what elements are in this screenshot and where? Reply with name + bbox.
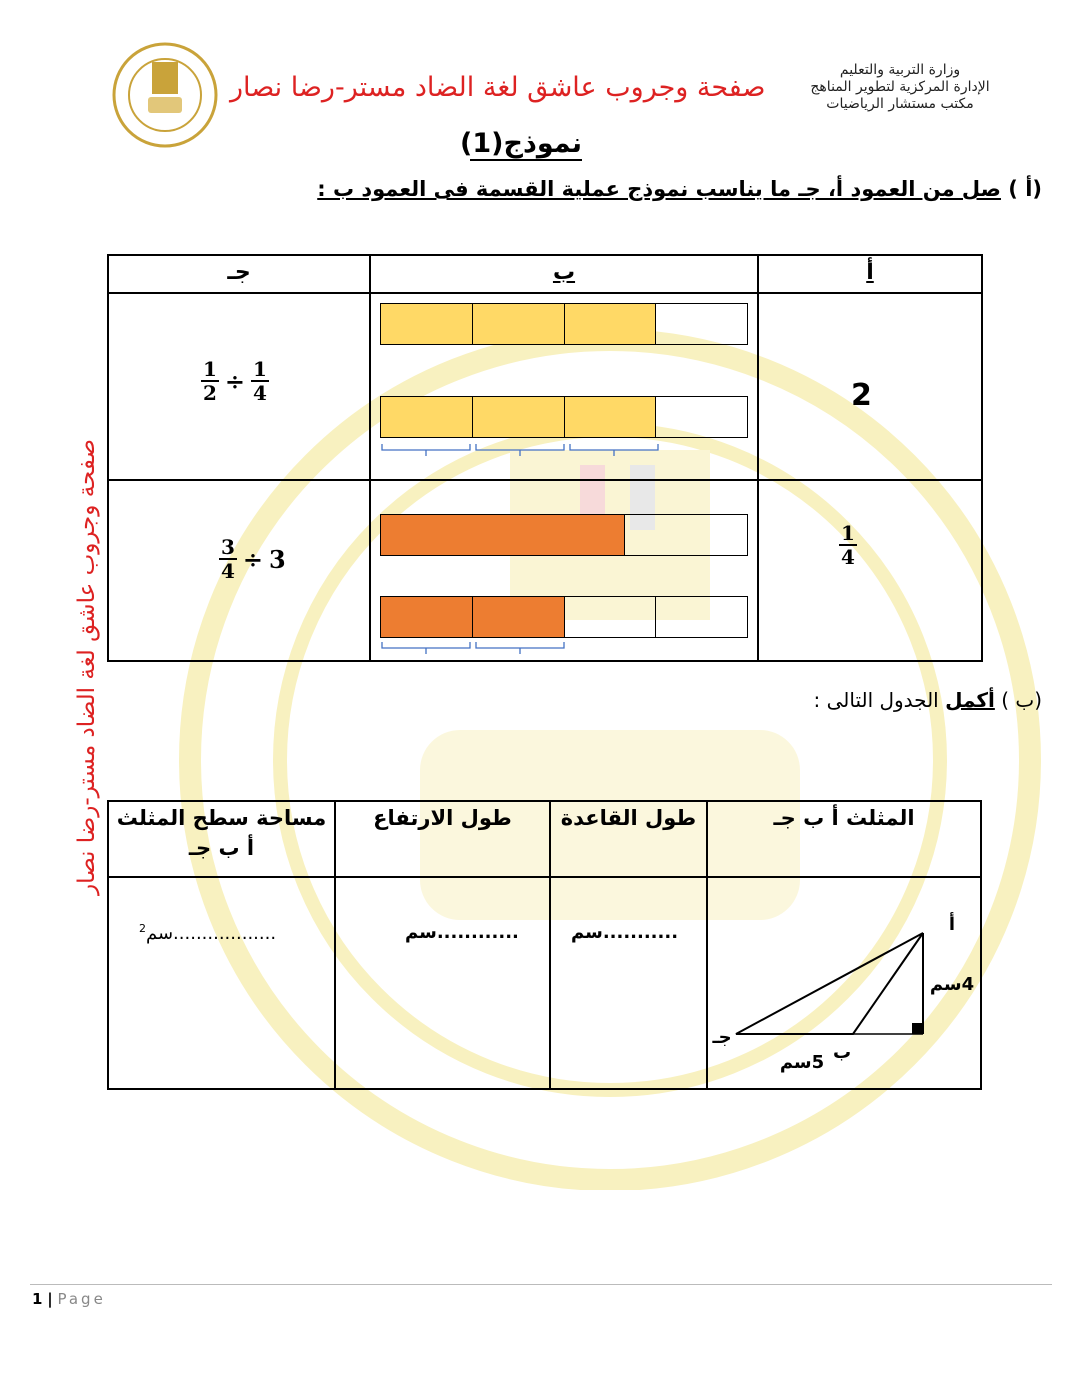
ministry-line-3: مكتب مستشار الرياضيات bbox=[826, 96, 974, 112]
header-area-line-2: أ ب جـ bbox=[188, 836, 255, 860]
question-a-instruction: صل من العمود أ، جـ ما يناسب نموذج عملية القسمة فى العمود ب : bbox=[317, 177, 1001, 201]
base-answer-blank[interactable]: ...........سم bbox=[571, 922, 679, 943]
triangle-figure bbox=[708, 878, 980, 1088]
area-exponent: 2 bbox=[139, 922, 146, 935]
question-b-rest: الجدول التالى : bbox=[813, 688, 946, 712]
expression-three-quarters-div-three bbox=[219, 536, 286, 582]
column-b-header: ب bbox=[552, 260, 576, 285]
question-a bbox=[317, 177, 1042, 201]
base-label: 5سم bbox=[779, 1052, 825, 1073]
bar-model-1b bbox=[380, 396, 748, 438]
height-label: 4سم bbox=[929, 974, 975, 995]
header-area-line-1: مساحة سطح المثلث bbox=[116, 806, 327, 830]
area-answer-blank[interactable] bbox=[139, 922, 276, 944]
vertex-c-label: جـ bbox=[712, 1027, 732, 1048]
denominator: 2 bbox=[203, 381, 217, 405]
page-word: Page bbox=[57, 1290, 106, 1308]
ministry-line-1: وزارة التربية والتعليم bbox=[839, 62, 961, 78]
bar-model-2a bbox=[380, 514, 748, 556]
numerator: 1 bbox=[841, 521, 855, 545]
height-answer-blank[interactable]: ............سم bbox=[405, 922, 519, 943]
header-triangle: المثلث أ ب جـ bbox=[773, 806, 915, 830]
ministry-line-2: الإدارة المركزية لتطوير المناهج bbox=[810, 79, 990, 95]
page-separator: | bbox=[47, 1290, 53, 1308]
bar-model-2b bbox=[380, 596, 748, 638]
page-footer bbox=[32, 1290, 106, 1308]
value-one-quarter bbox=[839, 522, 857, 568]
header-height: طول الارتفاع bbox=[373, 806, 512, 830]
value-two: 2 bbox=[851, 378, 872, 413]
expression-half-div-quarter bbox=[201, 358, 269, 404]
model-title: نموذج(1) bbox=[460, 128, 582, 159]
fraction-half bbox=[201, 358, 219, 404]
fraction-three-quarters bbox=[219, 536, 237, 582]
column-c-header: جـ bbox=[227, 260, 251, 285]
denominator: 4 bbox=[221, 559, 235, 583]
numerator: 1 bbox=[253, 357, 267, 381]
question-b-prefix: (ب ) bbox=[1001, 688, 1042, 712]
footer-divider bbox=[30, 1284, 1052, 1285]
whole-number: 3 bbox=[269, 544, 286, 574]
bar-model-1a bbox=[380, 303, 748, 345]
vertex-a-label: أ bbox=[948, 914, 956, 935]
divide-sign: ÷ bbox=[224, 366, 246, 396]
brace-marks-1 bbox=[380, 442, 670, 462]
numerator: 1 bbox=[203, 357, 217, 381]
fraction-one-quarter bbox=[839, 522, 857, 568]
page-caption: صفحة وجروب عاشق لغة الضاد مستر-رضا نصار bbox=[230, 72, 766, 103]
denominator: 4 bbox=[253, 381, 267, 405]
header-base: طول القاعدة bbox=[560, 806, 697, 830]
ministry-header bbox=[770, 62, 1030, 113]
brace-marks-2 bbox=[380, 640, 580, 660]
side-caption-text: صفحة وجروب عاشق لغة الضاد مستر-رضا نصار bbox=[74, 438, 100, 896]
fraction-quarter bbox=[251, 358, 269, 404]
question-b bbox=[813, 688, 1042, 712]
vertex-b-label: ب bbox=[832, 1042, 852, 1063]
question-a-prefix: (أ ) bbox=[1008, 177, 1042, 201]
triangle-table bbox=[107, 800, 982, 1090]
denominator: 4 bbox=[841, 545, 855, 569]
matching-table bbox=[107, 254, 983, 662]
column-a-header: أ bbox=[866, 260, 874, 285]
page-number: 1 bbox=[32, 1290, 43, 1308]
ministry-logo bbox=[112, 42, 218, 148]
divide-sign: ÷ bbox=[242, 544, 264, 574]
area-blank-text: ..................سم bbox=[146, 923, 277, 944]
numerator: 3 bbox=[221, 535, 235, 559]
question-b-verb: أكمل bbox=[945, 688, 995, 712]
header-area bbox=[109, 806, 334, 860]
